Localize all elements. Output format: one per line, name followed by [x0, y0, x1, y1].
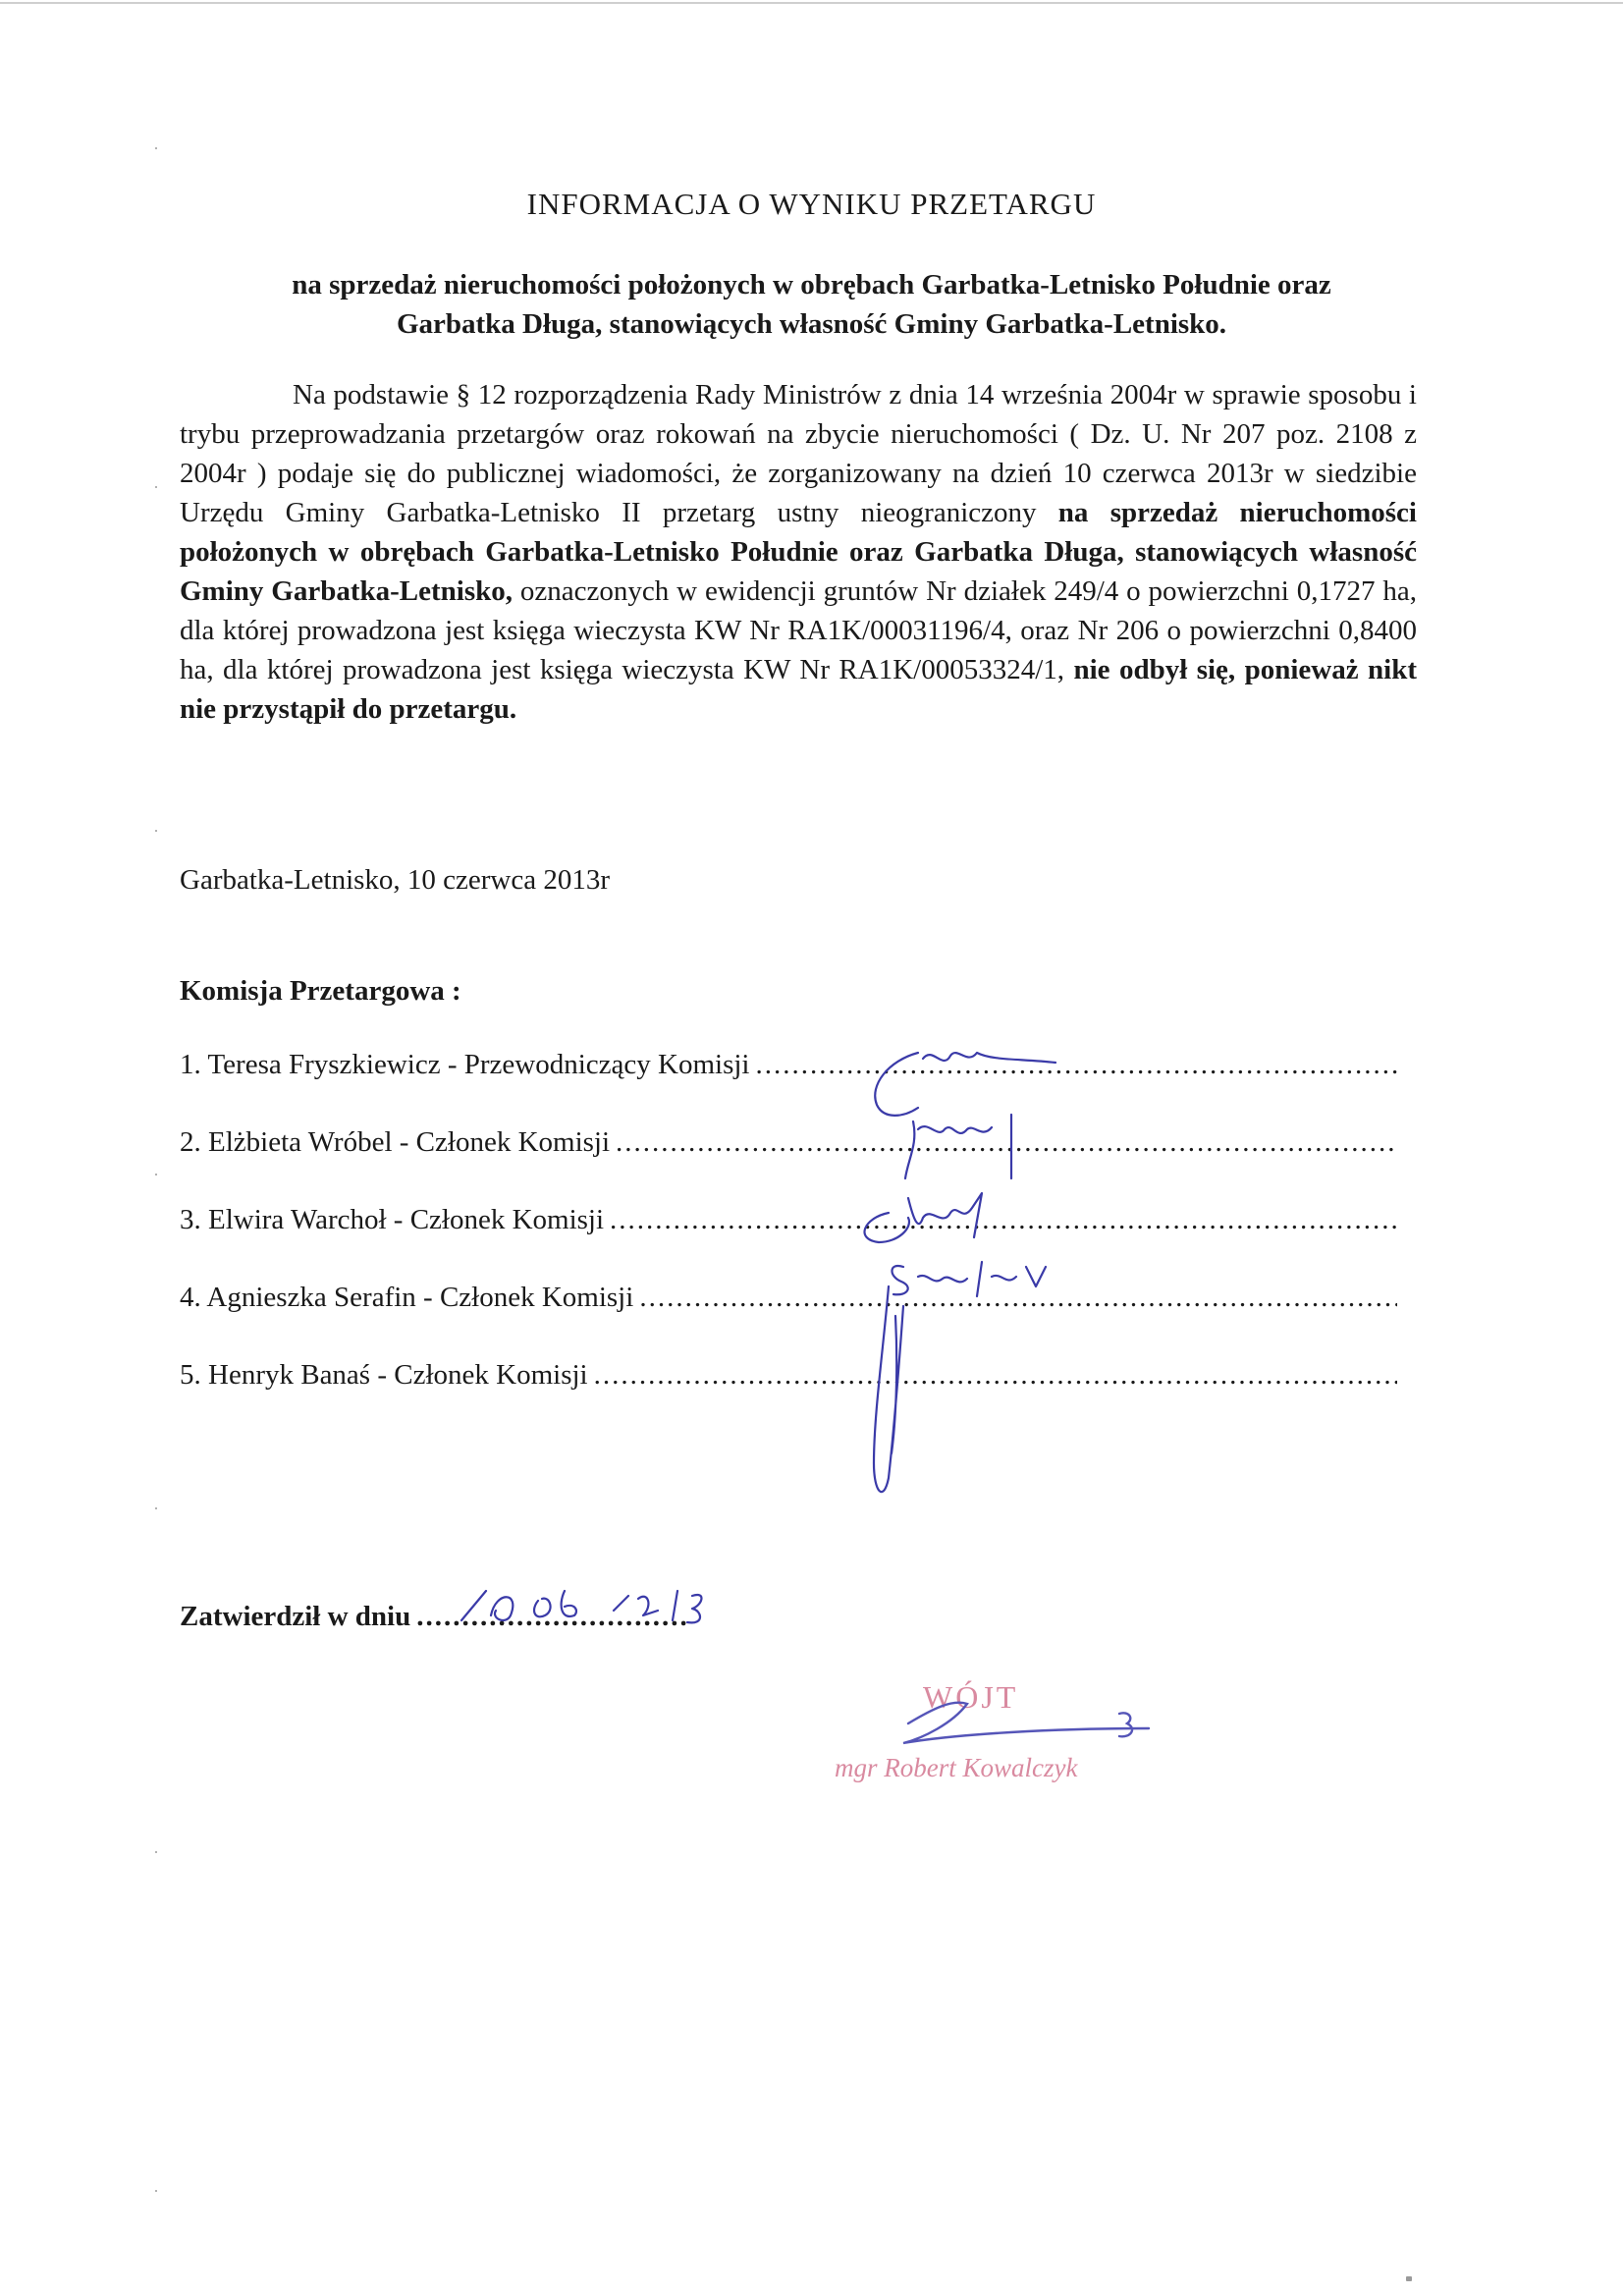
body-part-4-bold: nie odbył się, ponieważ nikt nie przystąpił do przetargu. [180, 654, 1418, 725]
signature-dotted-line [610, 1204, 1397, 1236]
commission-member-4 [180, 1282, 1397, 1321]
member-label: 2. Elżbieta Wróbel - Członek Komisji [180, 1126, 611, 1158]
approval-line [180, 1601, 686, 1633]
signature-dotted-line [639, 1282, 1397, 1314]
signature-dotted-line [616, 1126, 1397, 1159]
commission-member-1 [180, 1049, 1397, 1088]
body-part-2-bold: na sprzedaż nieruchomości położonych w obrębach Garbatka-Letnisko Południe oraz Garbatka Długa, stanowiących własność Gminy Garbatka-Letnisko, [180, 497, 1417, 607]
approval-label: Zatwierdził w dniu [180, 1601, 411, 1632]
scan-speck [155, 1851, 157, 1853]
scan-speck [155, 2190, 157, 2192]
member-label: 5. Henryk Banaś - Członek Komisji [180, 1359, 588, 1391]
commission-member-5 [180, 1359, 1397, 1398]
member-label: 3. Elwira Warchoł - Członek Komisji [180, 1204, 605, 1235]
scan-speck [155, 830, 157, 832]
body-paragraph [180, 375, 1417, 729]
commission-member-2 [180, 1126, 1397, 1166]
commission-member-3 [180, 1204, 1397, 1243]
commission-heading: Komisja Przetargowa : [180, 975, 461, 1007]
scan-speck [155, 147, 157, 149]
scan-edge-line [0, 2, 1623, 4]
subtitle-line-1: na sprzedaż nieruchomości położonych w obrębach Garbatka-Letnisko Południe oraz [292, 269, 1331, 301]
scan-speck [155, 1507, 157, 1509]
subtitle-line-2: Garbatka Długa, stanowiących własność Gminy Garbatka-Letnisko. [396, 308, 1227, 340]
scan-speck [1406, 2276, 1412, 2281]
member-label: 4. Agnieszka Serafin - Członek Komisji [180, 1282, 634, 1313]
scan-speck [155, 1174, 157, 1175]
body-part-3: oznaczonych w ewidencji gruntów Nr działek 249/4 o powierzchni 0,1727 ha, dla której prowadzona jest księga wieczysta KW Nr RA1K/00031196/4, oraz Nr 206 o powierzchni 0,8400 ha, dla której prowadzona jest księga wieczysta KW Nr RA1K/00053324/1, [180, 575, 1418, 685]
stamp-name: mgr Robert Kowalczyk [835, 1753, 1078, 1782]
scan-speck [155, 486, 157, 488]
approval-dotted-line [416, 1601, 686, 1633]
place-date: Garbatka-Letnisko, 10 czerwca 2013r [180, 864, 611, 896]
signature-dotted-line [755, 1049, 1397, 1081]
stamp-title: WÓJT [923, 1679, 1019, 1715]
body-part-1: Na podstawie § 12 rozporządzenia Rady Ministrów z dnia 14 września 2004r w sprawie sposobu i trybu przeprowadzania przetargów oraz rokowań na zbycie nieruchomości ( Dz. U. Nr 207 poz. 2108 z 2004r ) podaje się do publicznej wiadomości, że zorganizowany na dzień 10 czerwca 2013r w siedzibie Urzędu Gminy Garbatka-Letnisko II przetarg ustny nieograniczony [180, 379, 1417, 528]
member-label: 1. Teresa Fryszkiewicz - Przewodniczący Komisji [180, 1049, 750, 1080]
document-subtitle [0, 265, 1623, 344]
signature-dotted-line [594, 1359, 1397, 1392]
document-title: INFORMACJA O WYNIKU PRZETARGU [526, 187, 1097, 221]
